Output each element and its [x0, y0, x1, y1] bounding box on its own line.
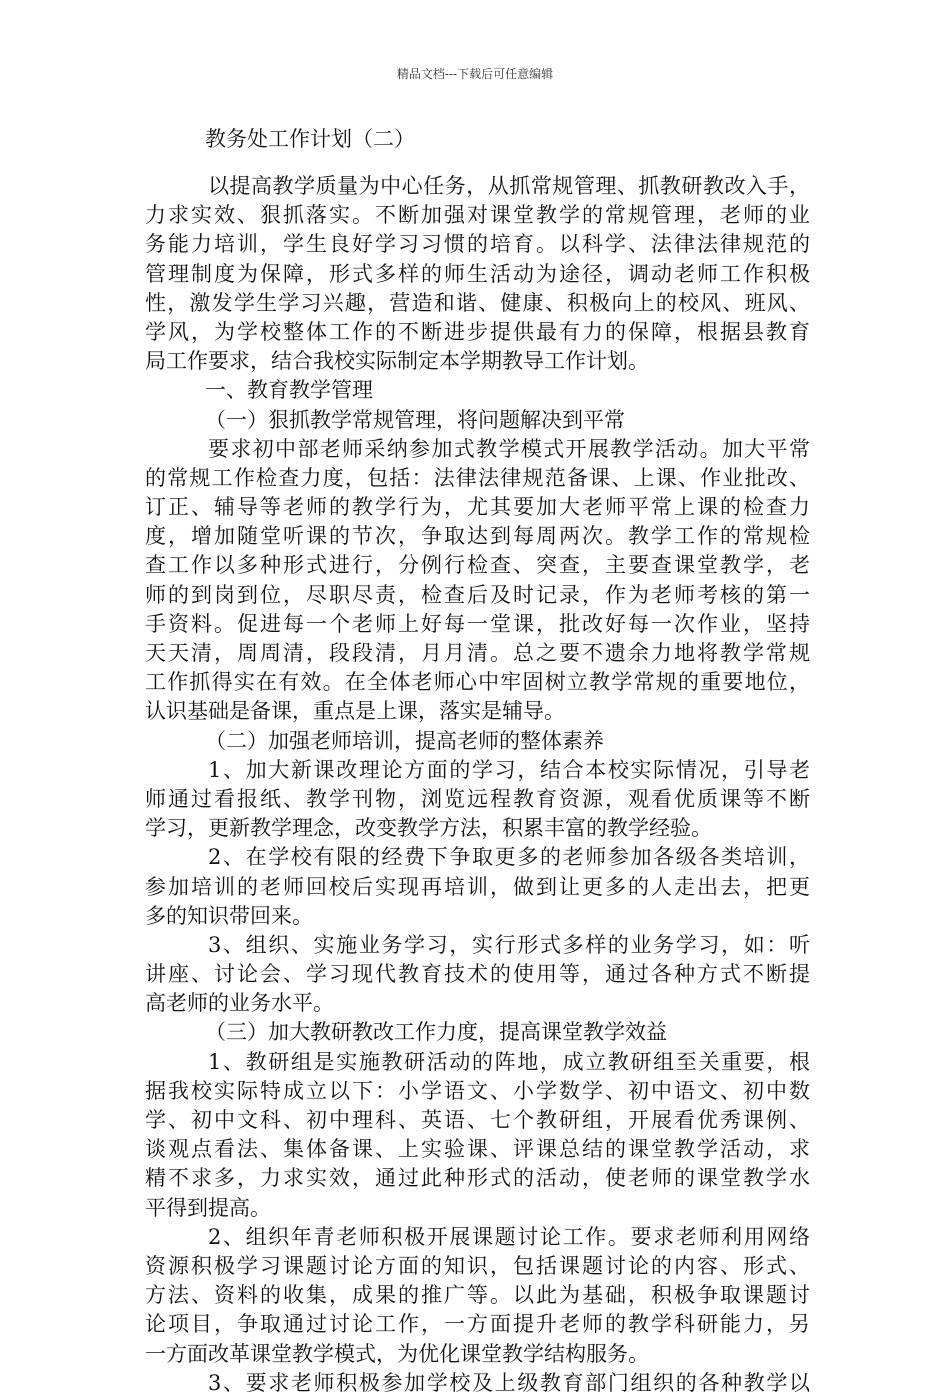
- text-line: 师通过看报纸、教学刊物，浏览远程教育资源，观看优质课等不断: [145, 786, 810, 811]
- text-line: 性，激发学生学习兴趣，营造和谐、健康、积极向上的校风、班风、: [145, 290, 810, 315]
- text-line: 据我校实际特成立以下：小学语文、小学数学、初中语文、初中数: [145, 1078, 810, 1103]
- text-line: 局工作要求，结合我校实际制定本学期教导工作计划。: [145, 349, 649, 374]
- text-line: 一方面改革课堂教学模式，为优化课堂教学结构服务。: [145, 1341, 649, 1366]
- text-line: 认识基础是备课，重点是上课，落实是辅导。: [145, 699, 565, 724]
- text-line: 2、在学校有限的经费下争取更多的老师参加各级各类培训，: [208, 845, 810, 870]
- text-line: 工作抓得实在有效。在全体老师心中牢固树立教学常规的重要地位，: [145, 670, 810, 695]
- text-line: 平得到提高。: [145, 1195, 271, 1220]
- text-line: 以提高教学质量为中心任务，从抓常规管理、抓教研教改入手，: [208, 174, 810, 198]
- page-header: 精品文档---下载后可任意编辑: [396, 67, 554, 81]
- text-line: 多的知识带回来。: [145, 903, 313, 928]
- text-line: 1、教研组是实施教研活动的阵地，成立教研组至关重要，根: [208, 1049, 810, 1074]
- text-line: 一、教育教学管理: [205, 378, 373, 403]
- text-line: 查工作以多种形式进行，分例行检查、突查，主要查课堂教学，老: [145, 553, 810, 578]
- text-line: 手资料。促进每一个老师上好每一堂课，批改好每一次作业，坚持: [145, 611, 810, 636]
- text-line: 2、组织年青老师积极开展课题讨论工作。要求老师利用网络: [208, 1224, 810, 1249]
- text-line: 3、要求老师积极参加学校及上级教育部门组织的各种教学以: [208, 1370, 810, 1395]
- text-line: 3、组织、实施业务学习，实行形式多样的业务学习，如：听: [208, 932, 810, 957]
- text-line: 参加培训的老师回校后实现再培训，做到让更多的人走出去，把更: [145, 874, 810, 899]
- text-line: 务能力培训，学生良好学习习惯的培育。以科学、法律法律规范的: [145, 232, 810, 257]
- text-line: 学、初中文科、初中理科、英语、七个教研组，开展看优秀课例、: [145, 1108, 810, 1132]
- text-line: 学习，更新教学理念，改变教学方法，积累丰富的教学经验。: [145, 816, 712, 841]
- document-body: [145, 172, 810, 1398]
- text-line: 谈观点看法、集体备课、上实验课、评课总结的课堂教学活动，求: [145, 1137, 810, 1162]
- text-line: 精不求多，力求实效，通过此种形式的活动，使老师的课堂教学水: [145, 1166, 810, 1191]
- text-line: （一）狠抓教学常规管理，将问题解决到平常: [205, 407, 625, 432]
- text-line: 订正、辅导等老师的教学行为，尤其要加大老师平常上课的检查力: [145, 495, 810, 520]
- text-line: 方法、资料的收集，成果的推广等。以此为基础，积极争取课题讨: [145, 1283, 810, 1308]
- text-line: 天天清，周周清，段段清，月月清。总之要不遗余力地将教学常规: [145, 641, 810, 665]
- text-line: 度，增加随堂听课的节次，争取达到每周两次。教学工作的常规检: [145, 524, 810, 549]
- text-line: 管理制度为保障，形式多样的师生活动为途径，调动老师工作积极: [145, 261, 810, 286]
- text-line: 资源积极学习课题讨论方面的知识，包括课题讨论的内容、形式、: [145, 1253, 810, 1278]
- text-line: 要求初中部老师采纳参加式教学模式开展教学活动。加大平常: [208, 436, 810, 461]
- text-line: 1、加大新课改理论方面的学习，结合本校实际情况，引导老: [208, 757, 810, 782]
- text-line: 讲座、讨论会、学习现代教育技术的使用等，通过各种方式不断提: [145, 962, 810, 987]
- text-line: 师的到岗到位，尽职尽责，检查后及时记录，作为老师考核的第一: [145, 582, 810, 607]
- text-line: （三）加大教研教改工作力度，提高课堂教学效益: [205, 1020, 667, 1045]
- text-line: （二）加强老师培训，提高老师的整体素养: [205, 728, 604, 753]
- text-line: 力求实效、狠抓落实。不断加强对课堂教学的常规管理，老师的业: [145, 203, 810, 228]
- text-line: 高老师的业务水平。: [145, 991, 334, 1016]
- text-line: 的常规工作检查力度，包括：法律法律规范备课、上课、作业批改、: [145, 465, 810, 490]
- text-line: 学风，为学校整体工作的不断进步提供最有力的保障，根据县教育: [145, 319, 810, 344]
- document-title: 教务处工作计划（二）: [205, 127, 415, 151]
- text-line: 论项目，争取通过讨论工作，一方面提升老师的教学科研能力，另: [145, 1312, 810, 1337]
